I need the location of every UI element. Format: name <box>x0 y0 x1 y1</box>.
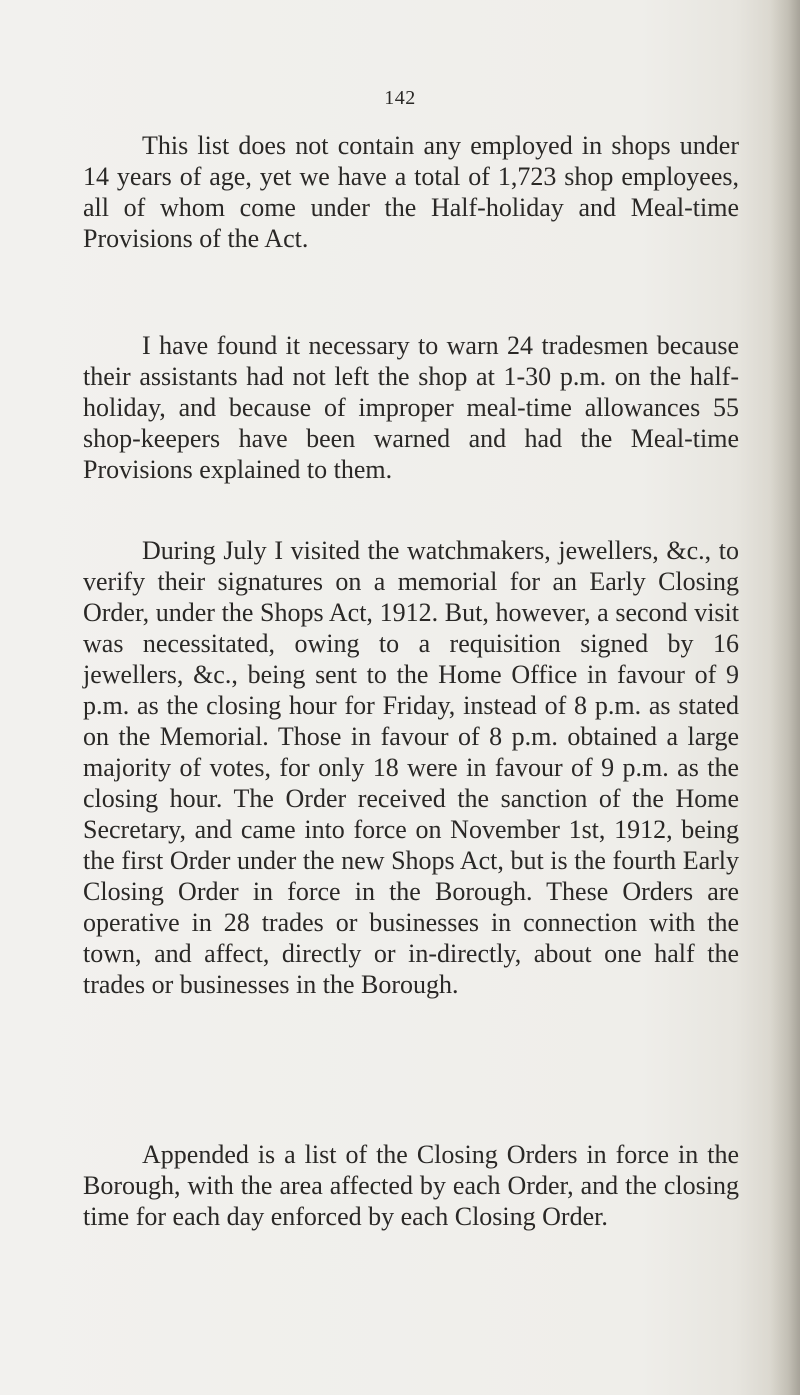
page-number: 142 <box>384 87 416 109</box>
page-edge-shadow <box>770 0 800 1395</box>
paragraph-tradesmen-warned: I have found it necessary to warn 24 tradesmen because their assistants had not left the shop at 1-30 p.m. on the half-holiday, and because of improper meal-time allowances 55 shop-keepers have been warned and had the Meal-time Provisions explained to them. <box>83 331 739 484</box>
paragraph-early-closing-order: During July I visited the watchmakers, jewellers, &c., to verify their signatures on a memorial for an Early Closing Order, under the Shops Act, 1912. But, however, a second visit was necessitated, owing to a requisition signed by 16 jewellers, &c., being sent to the Home Office in favour of 9 p.m. as the closing hour for Friday, instead of 8 p.m. as stated on the Memorial. Those in favour of 8 p.m. obtained a large majority of votes, for only 18 were in favour of 9 p.m. as the closing hour. The Order received the sanction of the Home Secretary, and came into force on November 1st, 1912, being the first Order under the new Shops Act, but is the fourth Early Closing Order in force in the Borough. These Orders are operative in 28 trades or businesses in connection with the town, and affect, directly or in-directly, about one half the trades or businesses in the Borough. <box>83 536 739 999</box>
paragraph-shop-employees: This list does not contain any employed in shops under 14 years of age, yet we have a total of 1,723 shop employees, all of whom come under the Half-holiday and Meal-time Provisions of the Act. <box>83 131 739 253</box>
paragraph-appended-list: Appended is a list of the Closing Orders in force in the Borough, with the area affected by each Order, and the closing time for each day enforced by each Closing Order. <box>83 1140 739 1231</box>
